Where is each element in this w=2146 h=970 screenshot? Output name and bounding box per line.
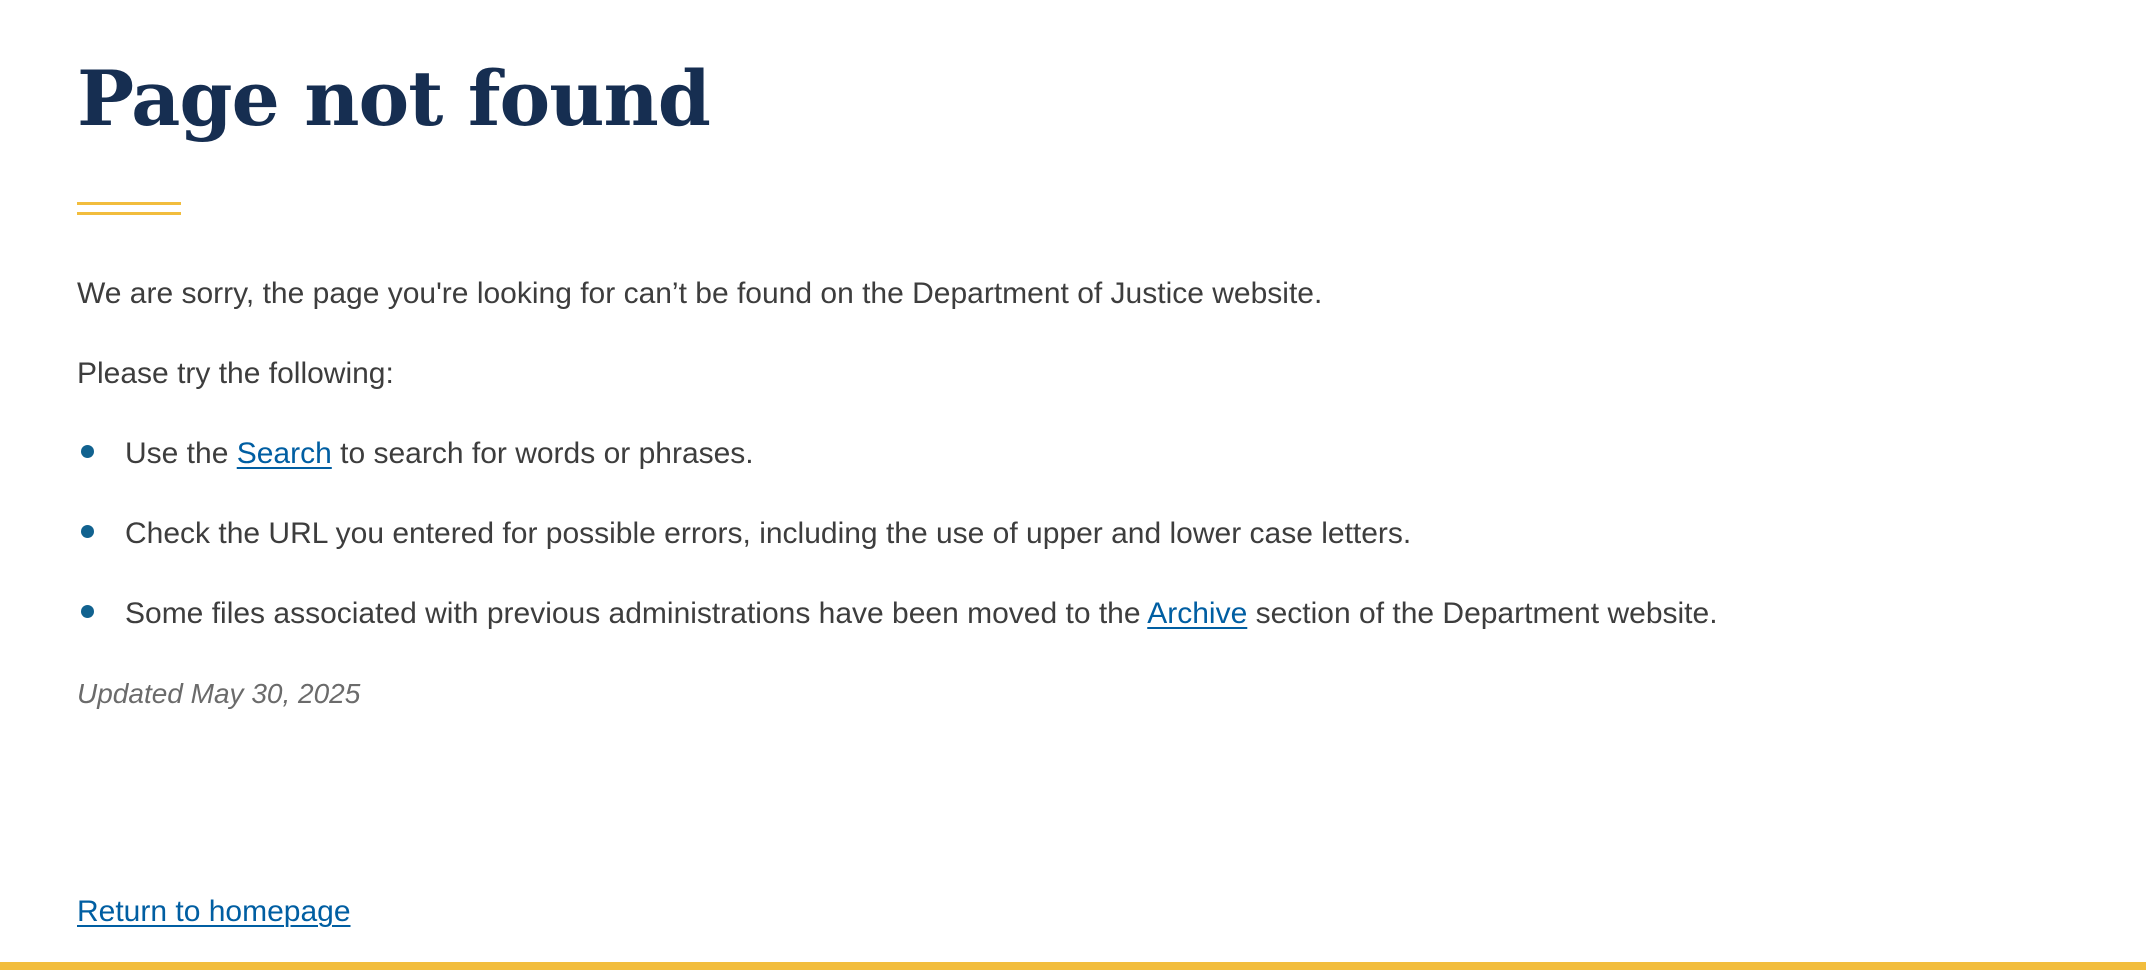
suggestions-list: [77, 434, 1718, 674]
bullet-dot-icon: [81, 605, 94, 618]
list-item-archive: [77, 594, 1718, 634]
bullet-dot-icon: [81, 445, 94, 458]
list-item-search: [77, 434, 1718, 474]
tip-text-after: section of the Department website.: [1247, 597, 1718, 630]
tip-text-after: to search for words or phrases.: [331, 437, 754, 470]
tip-text-before: Use the: [125, 437, 237, 470]
rule-line-top: [77, 202, 181, 205]
sorry-message: We are sorry, the page you're looking for can’t be found on the Department of Justice website.: [77, 277, 1323, 310]
page-title: Page not found: [77, 54, 710, 143]
tip-text-before: Some files associated with previous administrations have been moved to the: [125, 597, 1148, 630]
tip-text: Check the URL you entered for possible errors, including the use of upper and lower case letters.: [125, 517, 1412, 550]
bullet-dot-icon: [81, 525, 94, 538]
return-to-homepage-link[interactable]: Return to homepage: [77, 895, 351, 928]
updated-date: Updated May 30, 2025: [77, 678, 361, 709]
footer-gold-bar: [0, 962, 2146, 970]
search-link[interactable]: Search: [236, 437, 332, 470]
return-container: [77, 892, 351, 932]
rule-line-bottom: [77, 212, 181, 215]
list-item-check-url: [77, 514, 1718, 554]
title-double-rule: [77, 202, 181, 216]
archive-link[interactable]: Archive: [1147, 597, 1248, 630]
try-following-text: Please try the following:: [77, 357, 394, 390]
